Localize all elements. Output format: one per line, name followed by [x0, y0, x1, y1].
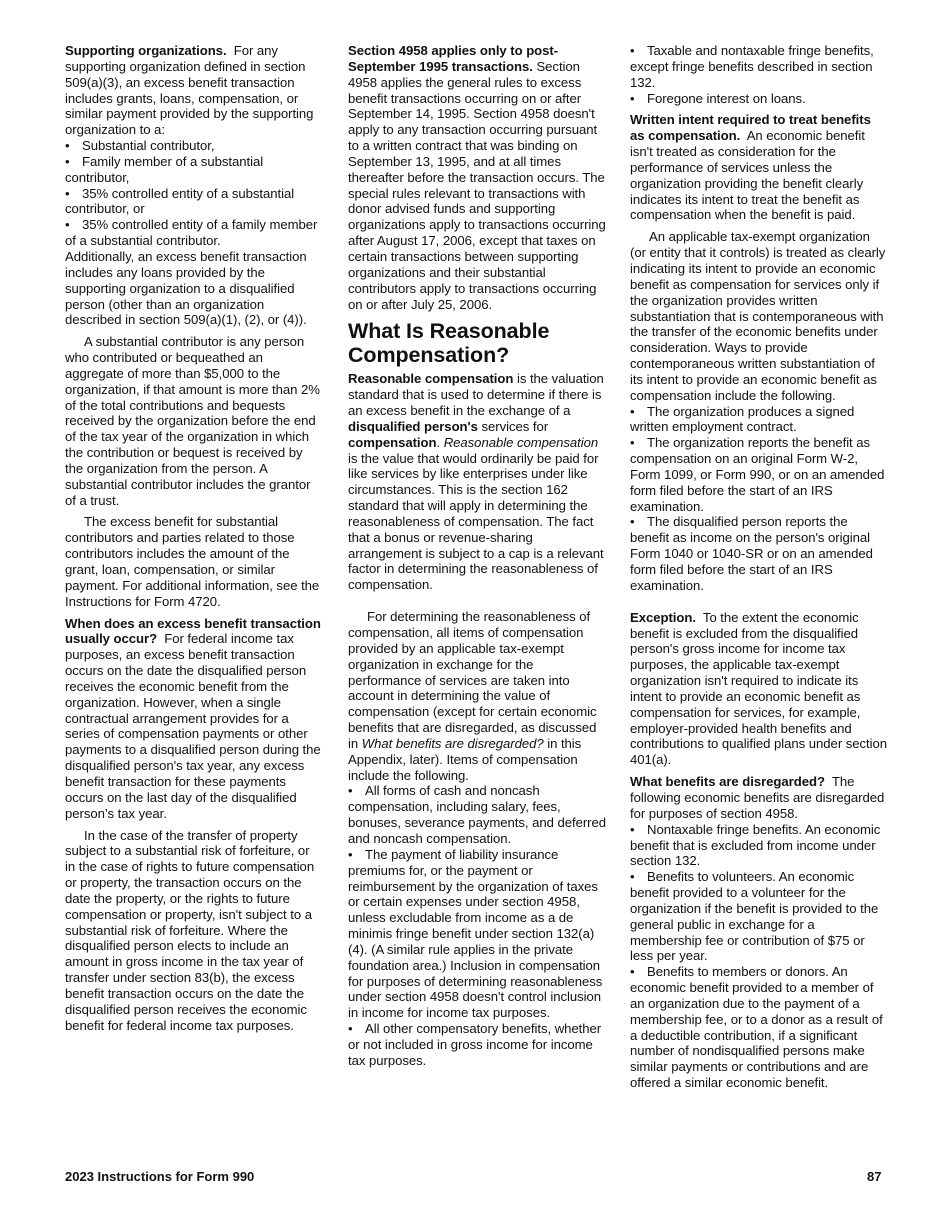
list-item: • Foregone interest on loans. [630, 90, 806, 106]
bullet-icon: • [348, 846, 353, 862]
applicable-organization-paragraph: An applicable tax-exempt organization (or entity that it controls) is treated as clearly indicating its intent to provide an economic benefit as compensation for services only if the organization provides written substantiation that is contemporaneous with the transfer of the economic benefits under consideration. Ways to provide contemporaneous written substantiation of its intent to provide an economic benefit as compensation include the following. [630, 229, 886, 403]
exception-paragraph [630, 610, 888, 768]
bullet-icon: • [630, 90, 635, 106]
column-3 [630, 43, 888, 1091]
paragraph-text: For any supporting organization defined in section 509(a)(3), an excess benefit transaction includes grants, loans, compensation, or similar payment provided by the supporting organization to a: [65, 43, 314, 138]
list-item: • The disqualified person reports the benefit as income on the person's original Form 1040 or 1040-SR or on an amended form filed before the start of an IRS examination. [630, 514, 873, 593]
list-item: • Nontaxable fringe benefits. An economic benefit that is excluded from income under section 132. [630, 821, 881, 869]
when-does-transaction-occur-paragraph [65, 616, 323, 822]
list-item: • The organization produces a signed written employment contract. [630, 403, 855, 435]
bullet-icon: • [348, 783, 353, 799]
bullet-icon: • [65, 217, 70, 233]
bullet-icon: • [348, 1021, 353, 1037]
bullet-icon: • [65, 153, 70, 169]
column-2 [348, 43, 606, 1069]
list-item: • The organization reports the benefit as compensation on an original Form W-2, Form 1099, or Form 990, or on an amended form filed before the start of an IRS examination. [630, 435, 885, 514]
determining-reasonableness-paragraph: For determining the reasonableness of compensation, all items of compensation provided by an applicable tax-exempt organization in exchange for the performance of services are taken into account in determining the value of compensation (except for certain economic benefits that are disregarded, as discussed in What benefits are disregarded? in this Appendix, later). Items of compensation include the following. [348, 609, 597, 783]
list-item: • 35% controlled entity of a family member of a substantial contributor. [65, 217, 318, 249]
section-4958-paragraph [348, 43, 606, 312]
list-item: • Taxable and nontaxable fringe benefits, except fringe benefits described in section 132. [630, 43, 874, 90]
list-item: • All forms of cash and noncash compensation, including salary, fees, bonuses, severance payments, and deferred and noncash compensation. [348, 783, 607, 846]
written-intent-paragraph [630, 112, 888, 223]
bullet-icon: • [630, 435, 635, 451]
list-item: • Benefits to volunteers. An economic benefit provided to a volunteer for the organization if the benefit is provided to the general public in exchange for a membership fee or contribution of $75 or less per year. [630, 869, 879, 964]
bullet-icon: • [630, 964, 635, 980]
reasonable-compensation-paragraph: Reasonable compensation is the valuation standard that is used to determine if there is an excess benefit in the exchange of a disqualified person's services for compensation. Reasonable compensation is the value that would ordinarily be paid for like services by like enterprises under like circumstances. This is the section 162 standard that will apply in determining the reasonableness of compensation. The fact that a bonus or revenue-sharing arrangement is subject to a cap is a relevant factor in determining the reasonableness of compensation. [348, 371, 604, 593]
list-item: • Substantial contributor, [65, 138, 215, 154]
paragraph-heading: Section 4958 applies only to post-September 1995 transactions. [348, 43, 559, 74]
bullet-icon: • [65, 138, 70, 154]
page-number: 87 [867, 1169, 882, 1184]
bullet-icon: • [630, 403, 635, 419]
paragraph-text: To the extent the economic benefit is excluded from the disqualified person's gross income for income tax purposes, the applicable tax-exempt organization isn't required to indicate its intent to provide an economic benefit as compensation for services, for example, employer-provided health benefits and contributions to qualified plans under section 401(a). [630, 609, 888, 768]
column-1 [65, 43, 323, 1033]
paragraph-text: The following economic benefits are disregarded for purposes of section 4958. [630, 774, 885, 821]
list-item: • 35% controlled entity of a substantial contributor, or [65, 185, 295, 217]
paragraph-text: Section 4958 applies the general rules to excess benefit transactions occurring on or after September 14, 1995. Section 4958 doesn't apply to any transaction occurring pursuant to a written contract that was binding on September 13, 1995, and at all times thereafter before the transaction occurs. The special rules relevant to transactions with donor advised funds and supporting organizations apply to transactions occurring after August 17, 2006, except that taxes on certain transactions between supporting organizations and their substantial contributors apply to transactions occurring on or after July 25, 2006. [348, 58, 606, 312]
paragraph-text: An economic benefit isn't treated as consideration for the performance of services unless the organization providing the benefit clearly indicates its intent to treat the benefit as compensation when the benefit is paid. [630, 128, 865, 223]
paragraph-heading: What benefits are disregarded? [630, 774, 825, 790]
substantial-contributor-paragraph: A substantial contributor is any person who contributed or bequeathed an aggregate of more than $5,000 to the organization, if that amount is more than 2% of the total contributions and bequests received by the organization before the end of the tax year of the organization in which the contribution or bequest is received by the organization from the person. A substantial contributor includes the grantor of a trust. [65, 334, 320, 508]
transfer-of-property-paragraph: In the case of the transfer of property subject to a substantial risk of forfeiture, or in the case of rights to future compensation or property, the transaction occurs on the date the property, or the rights to future compensation or property, isn't subject to a substantial risk of forfeiture. Where the disqualified person elects to include an amount in gross income in the tax year of transfer under section 83(b), the excess benefit transaction occurs on the date the disqualified person receives the economic benefit for federal income tax purposes. [65, 827, 315, 1033]
paragraph: Additionally, an excess benefit transaction includes any loans provided by the supporting organization to a disqualified person (other than an organization described in section 509(a)(1), (2), or (4)). [65, 248, 307, 328]
paragraph-heading: Exception. [630, 609, 696, 625]
bullet-icon: • [630, 869, 635, 885]
bullet-icon: • [630, 514, 635, 530]
bullet-icon: • [630, 821, 635, 837]
paragraph-heading: When does an excess benefit transaction usually occur? [65, 615, 321, 647]
paragraph-text: For federal income tax purposes, an excess benefit transaction occurs on the date the disqualified person receives the economic benefit from the organization. However, when a single contractual arrangement provides for a series of compensation payments or other payments to a disqualified person during the disqualified person's tax year, any excess benefit transaction for these payments occurs on the last day of the disqualified person’s tax year. [65, 631, 321, 821]
section-heading: What Is Reasonable Compensation? [348, 319, 550, 368]
list-item: • All other compensatory benefits, whether or not included in gross income for income tax purposes. [348, 1021, 602, 1068]
paragraph-heading: Supporting organizations. [65, 43, 227, 58]
list-item: • Benefits to members or donors. An economic benefit provided to a member of an organization due to the payment of a membership fee, or to a donor as a result of a deductible contribution, if a significant number of nondisqualified persons make similar payments or contributions and are offered a similar economic benefit. [630, 964, 883, 1091]
paragraph-heading: Written intent required to treat benefits as compensation. [630, 112, 871, 144]
bullet-icon: • [65, 185, 70, 201]
excess-benefit-paragraph: The excess benefit for substantial contributors and parties related to those contributors includes the amount of the grant, loan, compensation, or similar payment. For additional information, see the Instructions for Form 4720. [65, 514, 320, 609]
supporting-organizations-paragraph [65, 43, 323, 138]
list-item: • Family member of a substantial contributor, [65, 153, 264, 185]
footer-title: 2023 Instructions for Form 990 [65, 1169, 255, 1184]
list-item: • The payment of liability insurance premiums for, or the payment or reimbursement by the organization of taxes or certain expenses under section 4958, unless excludable from income as a de minimis fringe benefit under section 132(a)(4). (A similar rule applies in the private foundation area.) Inclusion in compensation for purposes of determining reasonableness under section 4958 doesn't control inclusion in income for income tax purposes. [348, 846, 603, 1021]
bullet-icon: • [630, 43, 635, 58]
benefits-disregarded-paragraph [630, 774, 888, 822]
